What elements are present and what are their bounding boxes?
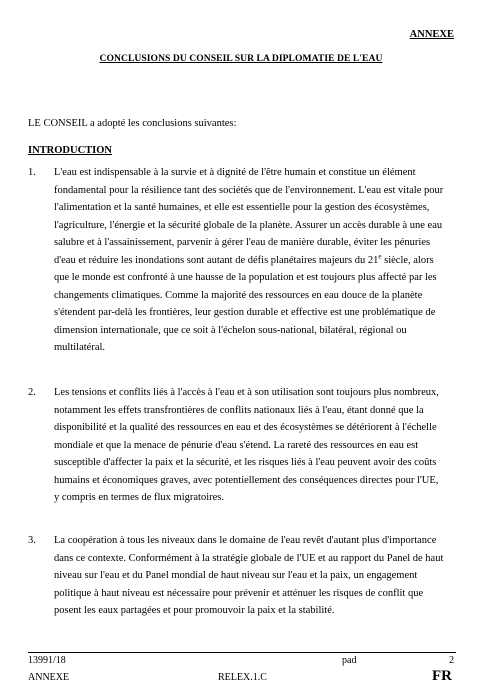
text-segment: siècle, alors xyxy=(381,254,434,266)
paragraph-text xyxy=(54,384,454,507)
paragraph-text xyxy=(54,164,454,357)
text-line: fondamental pour la résilience tant des sociétés que de l'environnement. L'eau est vitale pour xyxy=(54,184,444,196)
footer-unit-code: RELEX.1.C xyxy=(218,672,267,683)
text-line: La coopération à tous les niveaux dans le domaine de l'eau revêt d'autant plus d'importance xyxy=(54,535,437,546)
annex-label: ANNEXE xyxy=(409,29,454,40)
text-line: Les tensions et conflits liés à l'accès à l'eau et à son utilisation sont toujours plus nombreux, xyxy=(54,387,439,398)
text-line: dimension internationale, que ce soit à l'échelon sous-national, bilatéral, régional ou xyxy=(54,324,407,336)
footer-initials: pad xyxy=(342,655,357,666)
paragraph-number: 2. xyxy=(28,387,36,398)
text-line: l'alimentation et la santé humaines, et elle est essentielle pour la gestion des écosystèmes, xyxy=(54,202,430,213)
text-line: susceptible d'affecter la paix et la sécurité, et les risques liés à l'eau peuvent avoir des coûts xyxy=(54,457,437,468)
text-line xyxy=(54,252,454,270)
footer-language-code: FR xyxy=(432,668,452,684)
text-line: multilatéral. xyxy=(54,342,106,353)
text-line: humains et économiques graves, avec potentiellement des conséquences directes pour l'UE, xyxy=(54,474,439,486)
text-line: s'étendent par-delà les frontières, leur gestion durable et effective est une problématique de xyxy=(54,307,436,318)
footer-page-number: 2 xyxy=(449,655,454,666)
text-segment: d'eau et réduire les inondations sont autant de défis planétaires majeurs du 21 xyxy=(54,254,379,266)
text-line: y compris en termes de flux migratoires. xyxy=(54,492,224,503)
footer-annex-label: ANNEXE xyxy=(28,672,70,683)
text-line: disponibilité et la qualité des ressources en eau et des écosystèmes se détériorent à l'échelle xyxy=(54,422,437,433)
text-line: changements climatiques. Comme la majorité des ressources en eau douce de la planète xyxy=(54,289,423,301)
text-line: niveau sur l'eau et du Panel mondial de haut niveau sur l'eau et la paix, un engagement xyxy=(54,570,418,581)
text-line: posent les eaux partagées et pour promouvoir la paix et la stabilité. xyxy=(54,605,335,616)
text-line: que le monde est confronté à une hausse de la population et est toujours plus affecté par les xyxy=(54,272,437,283)
footer-divider xyxy=(28,652,456,653)
text-line: l'agriculture, l'énergie et la sécurité globale de la planète. Assurer un accès durable à une eau xyxy=(54,219,443,231)
footer-doc-code: 13991/18 xyxy=(28,655,66,666)
text-line: salubre et à l'assainissement, parvenir à gérer l'eau de manière durable, éviter les pénuries xyxy=(54,237,431,248)
text-line: L'eau est indispensable à la survie et à dignité de l'être humain et constitue un élément xyxy=(54,167,416,178)
text-line: mondiale et que la menace de pénurie d'eau s'étend. La rareté des ressources en eau est xyxy=(54,439,419,451)
section-heading-introduction: INTRODUCTION xyxy=(28,145,113,156)
paragraph-text xyxy=(54,532,454,620)
text-line: politique à haut niveau est nécessaire pour prévenir et atténuer les risques de conflit que xyxy=(54,587,424,599)
intro-text: LE CONSEIL a adopté les conclusions suivantes: xyxy=(28,118,237,129)
paragraph-number: 1. xyxy=(28,167,36,178)
superscript: e xyxy=(378,252,382,260)
paragraph-number: 3. xyxy=(28,535,36,546)
document-title: CONCLUSIONS DU CONSEIL SUR LA DIPLOMATIE DE L'EAU xyxy=(99,53,383,64)
text-line: notamment les effets transfrontières de conflits nationaux liés à l'eau, étant donné que la xyxy=(54,404,424,416)
text-line: dans ce contexte. Conformément à la stratégie globale de l'UE et au rapport du Panel de haut xyxy=(54,552,444,564)
